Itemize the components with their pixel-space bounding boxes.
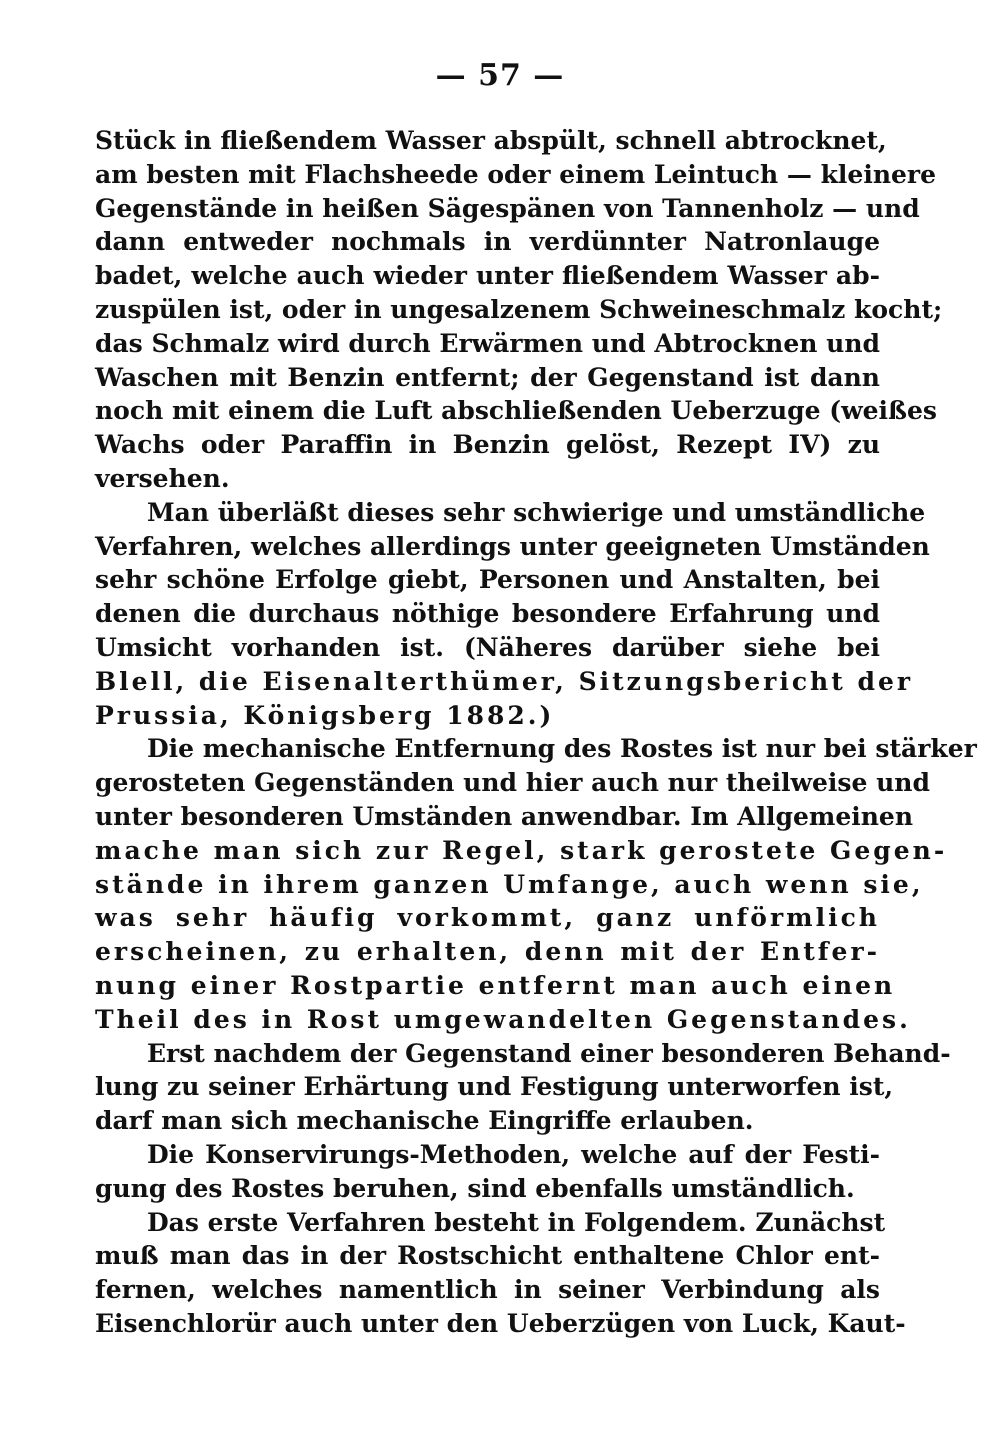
text-line: badet, welche auch wieder unter fließendem Wasser ab- [95, 261, 880, 291]
text-line: Blell, die Eisenalterthümer, Sitzungsbericht der [95, 666, 914, 696]
text-line: mache man sich zur Regel, stark gerostete Gegen- [95, 835, 948, 865]
text-line: das Schmalz wird durch Erwärmen und Abtrocknen und [95, 328, 880, 358]
text-line: noch mit einem die Luft abschließenden Ueberzuge (weißes [95, 396, 937, 426]
text-line: denen die durchaus nöthige besondere Erfahrung und [95, 599, 880, 629]
page-number: — 57 — [435, 58, 565, 93]
text-line: zuspülen ist, oder in ungesalzenem Schweineschmalz kocht; [95, 294, 943, 324]
text-line: stände in ihrem ganzen Umfange, auch wenn sie, [95, 869, 924, 899]
text-line: Gegenstände in heißen Sägespänen von Tannenholz — und [95, 193, 920, 223]
text-line: nung einer Rostpartie entfernt man auch einen [95, 970, 896, 1000]
text-line: gung des Rostes beruhen, sind ebenfalls umständlich. [95, 1173, 855, 1203]
text-line: Waschen mit Benzin entfernt; der Gegenstand ist dann [95, 362, 880, 392]
text-line: sehr schöne Erfolge giebt, Personen und Anstalten, bei [95, 565, 880, 595]
text-line: Verfahren, welches allerdings unter geeigneten Umständen [95, 531, 930, 561]
text-line: Umsicht vorhanden ist. (Näheres darüber siehe bei [95, 632, 880, 662]
text-line: unter besonderen Umständen anwendbar. Im Allgemeinen [95, 801, 914, 831]
text-line: dann entweder nochmals in verdünnter Natronlauge [95, 227, 880, 257]
text-line: am besten mit Flachsheede oder einem Leintuch — kleinere [95, 159, 936, 189]
text-line: Stück in fließendem Wasser abspült, schnell abtrocknet, [95, 126, 887, 155]
text-line: Erst nachdem der Gegenstand einer besonderen Behand- [147, 1038, 951, 1068]
text-line: Die Konservirungs-Methoden, welche auf der Festi- [147, 1139, 880, 1169]
text-line: Man überläßt dieses sehr schwierige und umständliche [147, 497, 926, 527]
text-line: was sehr häufig vorkommt, ganz unförmlich [95, 903, 880, 933]
text-line: muß man das in der Rostschicht enthaltene Chlor ent- [95, 1241, 880, 1271]
text-line: Wachs oder Paraffin in Benzin gelöst, Rezept IV) zu [95, 430, 880, 460]
text-line: erscheinen, zu erhalten, denn mit der Entfer- [95, 937, 880, 967]
text-line: Eisenchlorür auch unter den Ueberzügen von Luck, Kaut- [95, 1308, 906, 1338]
text-line: Das erste Verfahren besteht in Folgendem. Zunächst [147, 1207, 886, 1237]
text-line: darf man sich mechanische Eingriffe erlauben. [95, 1106, 754, 1136]
text-line: Die mechanische Entfernung des Rostes ist nur bei stärker [147, 734, 977, 764]
text-line: gerosteten Gegenständen und hier auch nur theilweise und [95, 768, 930, 798]
text-line: versehen. [95, 463, 230, 493]
text-line: fernen, welches namentlich in seiner Verbindung als [95, 1275, 880, 1305]
body-text [95, 124, 977, 1341]
text-line: Prussia, Königsberg 1882.) [95, 700, 555, 730]
text-line: Theil des in Rost umgewandelten Gegenstandes. [95, 1004, 911, 1034]
text-line: lung zu seiner Erhärtung und Festigung unterworfen ist, [95, 1072, 894, 1102]
